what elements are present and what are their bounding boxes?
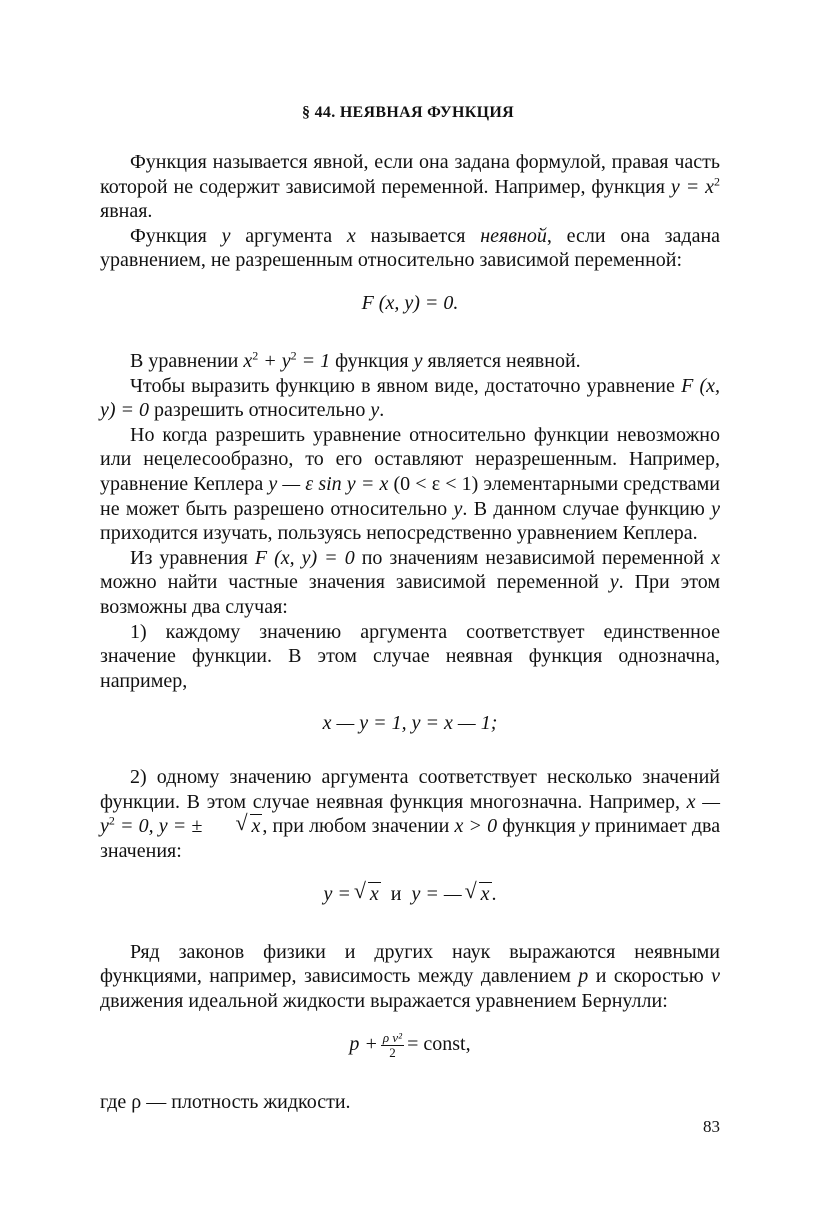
- body-text: [100, 150, 720, 1115]
- page-number: 83: [703, 1117, 720, 1136]
- emphasis-implicit: неявной: [480, 224, 547, 247]
- formula-bernoulli: p + $\frac{\text{ρ v²}}{2}$ = const,: [349, 1030, 471, 1061]
- paragraph-explicit-function: Функция называется явной, если она задана формулой, правая часть которой не содержит зависимой переменной. Например, функция $y = x^2$ явная.: [100, 151, 721, 223]
- paragraph-density: где ρ — плотность жидкости.: [100, 1091, 351, 1114]
- section-heading: § 44. НЕЯВНАЯ ФУНКЦИЯ: [302, 104, 514, 121]
- paragraph-implicit-definition: Функция y аргумента x называется неявной, если она задана уравнением, не разрешенным относительно зависимой переменной:: [100, 224, 721, 272]
- sqrt-x: √ x: [356, 882, 381, 906]
- paragraph-case-one: 1) каждому значению аргумента соответствует единственное значение функции. В этом случае неявная функция однозначна, например,: [100, 620, 720, 692]
- paragraph-case-two: 2) одному значению аргумента соответствует несколько значений функции. В этом случае неявная функция многозначна. Например, x — $y^2 = 0$, y = ± √ x , при любом значении x > 0 функция y принимает два значения:: [100, 765, 720, 863]
- formula-implicit-general: F (x, y) = 0.: [361, 291, 459, 314]
- paragraph-make-explicit: Чтобы выразить функцию в явном виде, достаточно уравнение F (x, y) = 0 разрешить относительно y.: [100, 374, 720, 422]
- sqrt-x: √ x: [208, 814, 263, 839]
- paragraph-circle-example: В уравнении $x^2 + y^2 = 1$ функция y является неявной.: [130, 348, 581, 372]
- sqrt-x: √ x: [467, 882, 492, 906]
- paragraph-two-cases: Из уравнения F (x, y) = 0 по значениям независимой переменной x можно найти частные значения зависимой переменной y. При этом возможны два случая:: [100, 546, 721, 618]
- fraction-rho-v2-over-2: $\frac{\text{ρ v²}}{2}$: [382, 1030, 403, 1061]
- paragraph-kepler: Но когда разрешить уравнение относительно функции невозможно или нецелесообразно, то его оставляют неразрешенным. Например, уравнение Кеплера y — ε sin y = x (0 < ε < 1) элементарными средствами не может быть разрешено относительно y. В данном случае функцию y приходится изучать, пользуясь непосредственно уравнением Кеплера.: [100, 423, 721, 545]
- paragraph-bernoulli: Ряд законов физики и других наук выражаются неявными функциями, например, зависимость между давлением p и скоростью v движения идеальной жидкости выражается уравнением Бернулли:: [100, 940, 720, 1012]
- formula-linear: x — y = 1, y = x — 1;: [322, 712, 498, 735]
- formula-two-values: y = √ x и y = — √ x .: [100, 882, 720, 906]
